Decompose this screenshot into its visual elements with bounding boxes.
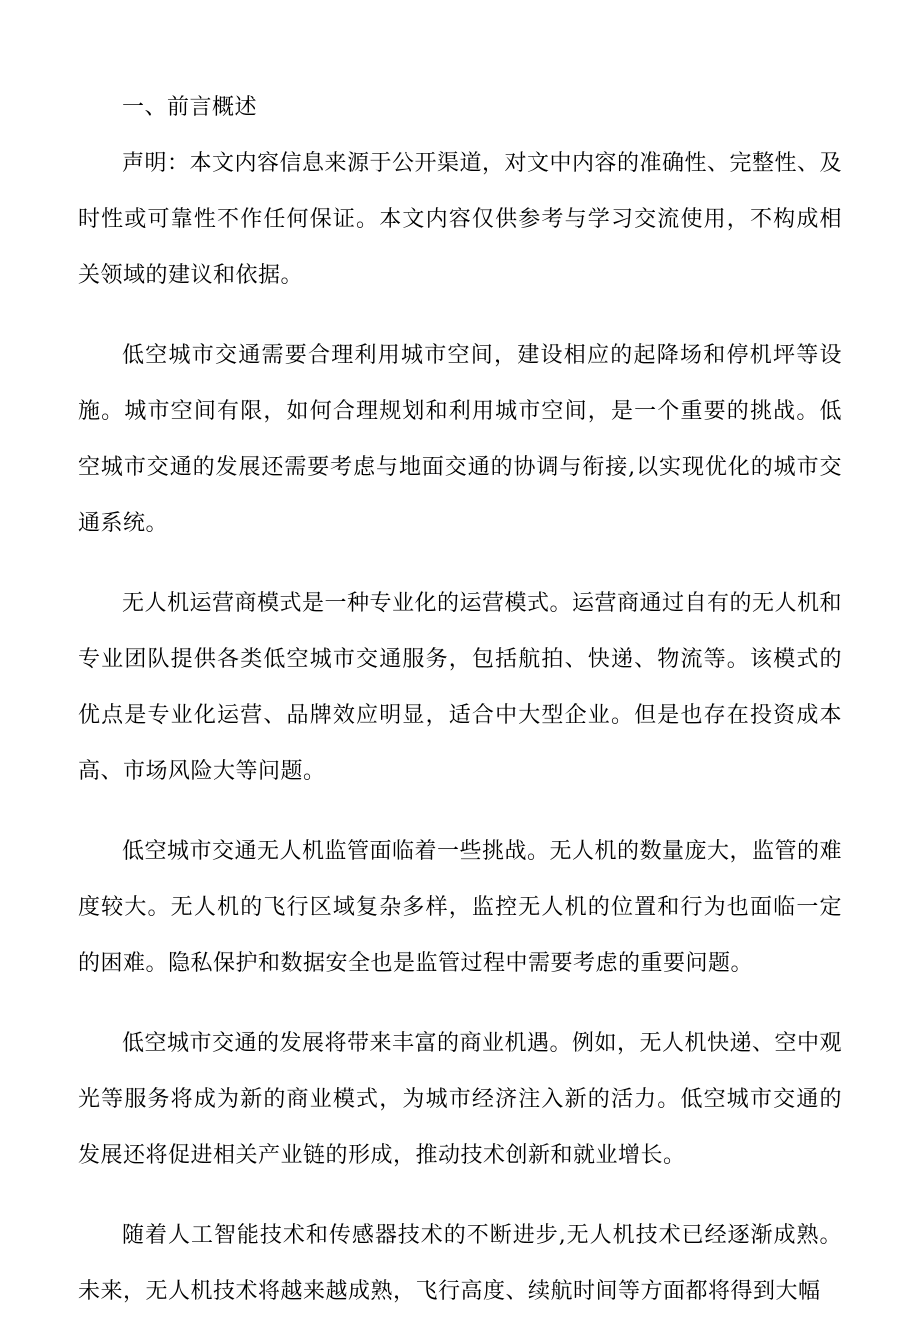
paragraph-technology: 随着人工智能技术和传感器技术的不断进步,无人机技术已经逐渐成熟。未来，无人机技术将越来越成熟，飞行高度、续航时间等方面都将得到大幅 [78,1223,842,1304]
paragraph-operator-model: 无人机运营商模式是一种专业化的运营模式。运营商通过自有的无人机和专业团队提供各类低空城市交通服务，包括航拍、快递、物流等。该模式的优点是专业化运营、品牌效应明显，适合中大型企业。但是也存在投资成本高、市场风险大等问题。 [78,591,843,784]
section-heading: 一、前言概述 [122,95,258,120]
paragraph-urban-space: 低空城市交通需要合理利用城市空间，建设相应的起降场和停机坪等设施。城市空间有限，如何合理规划和利用城市空间，是一个重要的挑战。低空城市交通的发展还需要考虑与地面交通的协调与衔接,以实现优化的城市交通系统。 [78,343,842,536]
paragraph-business-opportunity: 低空城市交通的发展将带来丰富的商业机遇。例如，无人机快递、空中观光等服务将成为新的商业模式，为城市经济注入新的活力。低空城市交通的发展还将促进相关产业链的形成，推动技术创新和就业增长。 [78,1031,843,1168]
paragraph-regulation: 低空城市交通无人机监管面临着一些挑战。无人机的数量庞大，监管的难度较大。无人机的飞行区域复杂多样，监控无人机的位置和行为也面临一定的困难。隐私保护和数据安全也是监管过程中需要考虑的重要问题。 [78,839,843,976]
paragraph-disclaimer: 声明：本文内容信息来源于公开渠道，对文中内容的准确性、完整性、及时性或可靠性不作任何保证。本文内容仅供参考与学习交流使用，不构成相关领域的建议和依据。 [78,151,843,288]
